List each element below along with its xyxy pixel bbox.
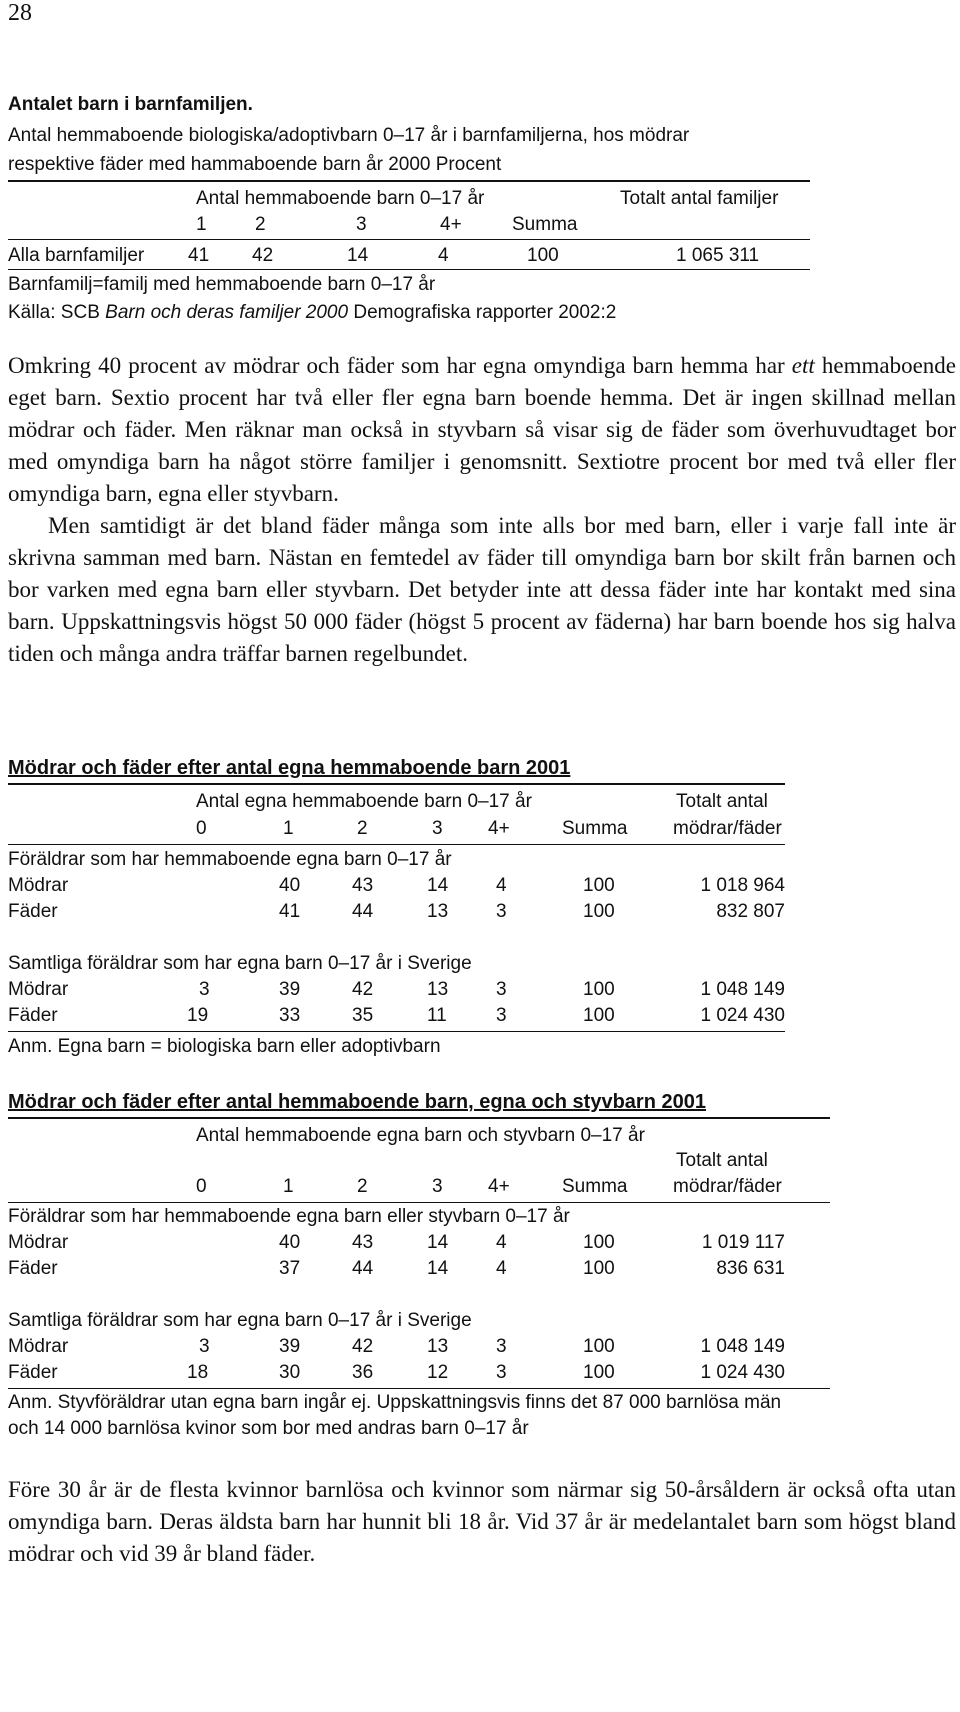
table2-cell: 43 xyxy=(352,875,374,896)
table1-bottom-rule xyxy=(8,269,810,270)
table2-cell: 11 xyxy=(427,1005,447,1026)
table2-cell: 33 xyxy=(279,1005,301,1026)
body-paragraph-2 xyxy=(8,1474,956,1570)
paragraph: Före 30 år är de flesta kvinnor barnlösa och kvinnor som närmar sig 50-årsåldern är också ofta utan omyndiga barn. Deras äldsta barn har hunnit bli 18 år. Vid 37 år är medelantalet barn som högst bland mödrar och vid 39 år bland fäder. xyxy=(8,1477,956,1566)
table3-cell: 3 xyxy=(496,1336,507,1357)
table3-bottom-rule xyxy=(8,1388,830,1389)
table1-caption-line2: respektive fäder med hammaboende barn år 2000 Procent xyxy=(8,154,502,175)
table2-row-label: Fäder xyxy=(8,901,58,922)
table3-cell: 100 xyxy=(583,1232,615,1253)
table2-cell: 100 xyxy=(583,901,615,922)
table2-cell: 35 xyxy=(352,1005,374,1026)
table1-cell: 4 xyxy=(438,245,449,266)
table3-cell: 36 xyxy=(352,1362,374,1383)
table1-top-rule xyxy=(8,180,810,182)
table2-cell: 100 xyxy=(583,979,615,1000)
table1-cell: 42 xyxy=(252,245,274,266)
table1-header-rule xyxy=(8,239,810,240)
table2-total-header: Totalt antal xyxy=(676,791,768,812)
paragraph xyxy=(8,350,956,510)
table3-total-cell: 1 024 430 xyxy=(700,1362,785,1383)
table1-caption-line1: Antal hemmaboende biologiska/adoptivbarn 0–17 år i barnfamiljerna, hos mödrar xyxy=(8,125,690,146)
table3-row-label: Fäder xyxy=(8,1258,58,1279)
table1-col-header: 2 xyxy=(255,214,266,235)
table3-section-label: Samtliga föräldrar som har egna barn 0–17 år i Sverige xyxy=(8,1310,472,1331)
table1-note: Barnfamilj=familj med hemmaboende barn 0–17 år xyxy=(8,274,436,295)
table3-cell: 18 xyxy=(187,1362,209,1383)
table3-cell: 44 xyxy=(352,1258,374,1279)
table3-cell: 30 xyxy=(279,1362,301,1383)
section-heading: Antalet barn i barnfamiljen. xyxy=(8,94,253,115)
table3-cell: 37 xyxy=(279,1258,301,1279)
table3-row-label: Mödrar xyxy=(8,1232,69,1253)
table2-col-header: 0 xyxy=(196,818,207,839)
table1-col-header: Summa xyxy=(512,214,578,235)
table2-total-cell: 1 048 149 xyxy=(700,979,785,1000)
table1-cell: 100 xyxy=(527,245,559,266)
table3-section-label: Föräldrar som har hemmaboende egna barn eller styvbarn 0–17 år xyxy=(8,1206,570,1227)
table1-col-header: 4+ xyxy=(440,214,462,235)
table3-note-line1: Anm. Styvföräldrar utan egna barn ingår ej. Uppskattningsvis finns det 87 000 barnlösa män xyxy=(8,1392,782,1413)
table3-cell: 40 xyxy=(279,1232,301,1253)
table2-col-header: 2 xyxy=(357,818,368,839)
table2-cell: 3 xyxy=(496,901,507,922)
table2-cell: 39 xyxy=(279,979,301,1000)
table3-row-label: Fäder xyxy=(8,1362,58,1383)
table2-cell: 44 xyxy=(352,901,374,922)
table2-total-cell: 1 018 964 xyxy=(700,875,785,896)
table2-title: Mödrar och fäder efter antal egna hemmaboende barn 2001 xyxy=(8,757,571,779)
table3-cell: 12 xyxy=(427,1362,449,1383)
table1-cell: 41 xyxy=(188,245,210,266)
table2-note: Anm. Egna barn = biologiska barn eller adoptivbarn xyxy=(8,1036,441,1057)
table2-cell: 3 xyxy=(496,1005,507,1026)
table3-total-cell: 1 048 149 xyxy=(700,1336,785,1357)
table3-cell: 39 xyxy=(279,1336,301,1357)
source-suffix: Demografiska rapporter 2002:2 xyxy=(348,302,617,323)
table1-row-label: Alla barnfamiljer xyxy=(8,245,145,266)
table1-col-header: 1 xyxy=(196,214,207,235)
page-number: 28 xyxy=(8,0,32,26)
table3-col-header: 4+ xyxy=(488,1176,510,1197)
source-title: Barn och deras familjer 2000 xyxy=(105,302,349,323)
table3-cell: 100 xyxy=(583,1336,615,1357)
table3-cell: 14 xyxy=(427,1258,449,1279)
table1-source xyxy=(8,301,616,325)
table2-cell: 42 xyxy=(352,979,374,1000)
table2-row-label: Mödrar xyxy=(8,979,69,1000)
table3-cell: 14 xyxy=(427,1232,449,1253)
text-run: hemmaboende eget barn. Sextio procent har två eller fler egna barn boende hemma. Det är ingen skillnad mellan mödrar och fäder. Men räknar man också in styvbarn så visar sig de fäder som överhuvudtaget bor med omyndiga barn ha något större familjer i genomsnitt. Sextiotre procent bor med två eller fler omyndiga barn, egna eller styvbarn. xyxy=(8,353,956,506)
text-run-italic: ett xyxy=(791,353,815,378)
table3-header-rule xyxy=(8,1202,830,1203)
table3-total-header: Totalt antal xyxy=(676,1150,768,1171)
table2-cell: 100 xyxy=(583,875,615,896)
table3-cell: 3 xyxy=(199,1336,210,1357)
table2-section-label: Föräldrar som har hemmaboende egna barn 0–17 år xyxy=(8,849,452,870)
table1-col-header: 3 xyxy=(356,214,367,235)
table2-total-header: mödrar/fäder xyxy=(673,818,782,839)
table2-cell: 100 xyxy=(583,1005,615,1026)
table1-cell: 14 xyxy=(347,245,369,266)
table2-cell: 3 xyxy=(199,979,210,1000)
table2-bottom-rule xyxy=(8,1031,785,1032)
table3-cell: 3 xyxy=(496,1362,507,1383)
table3-col-header: 3 xyxy=(432,1176,443,1197)
table2-cell: 13 xyxy=(427,901,449,922)
table2-group-header: Antal egna hemmaboende barn 0–17 år xyxy=(196,791,532,812)
table3-note-line2: och 14 000 barnlösa kvinor som bor med andras barn 0–17 år xyxy=(8,1418,529,1439)
table2-total-cell: 1 024 430 xyxy=(700,1005,785,1026)
table2-row-label: Mödrar xyxy=(8,875,69,896)
paragraph: Men samtidigt är det bland fäder många som inte alls bor med barn, eller i varje fall inte är skrivna samman med barn. Nästan en femtedel av fäder till omyndiga barn bor skilt från barnen och bor varken med egna barn eller styvbarn. Det betyder inte att dessa fäder inte har kontakt med sina barn. Uppskattningsvis högst 50 000 fäder (högst 5 procent av fäderna) har barn boende hos sig halva tiden och många andra träffar barnen regelbundet. xyxy=(8,513,956,666)
table3-title: Mödrar och fäder efter antal hemmaboende barn, egna och styvbarn 2001 xyxy=(8,1091,706,1113)
table2-col-header: 1 xyxy=(283,818,294,839)
table3-total-header: mödrar/fäder xyxy=(673,1176,782,1197)
source-prefix: Källa: SCB xyxy=(8,302,106,323)
table1-total-header: Totalt antal familjer xyxy=(620,188,779,209)
table2-cell: 4 xyxy=(496,875,507,896)
table2-col-header: 3 xyxy=(432,818,443,839)
table1-group-header: Antal hemmaboende barn 0–17 år xyxy=(196,188,485,209)
table3-col-header: Summa xyxy=(562,1176,628,1197)
table3-cell: 4 xyxy=(496,1232,507,1253)
table2-top-rule xyxy=(8,783,785,785)
table3-cell: 13 xyxy=(427,1336,449,1357)
table3-cell: 4 xyxy=(496,1258,507,1279)
table1-total-cell: 1 065 311 xyxy=(676,245,760,266)
table2-total-cell: 832 807 xyxy=(716,901,785,922)
table3-cell: 100 xyxy=(583,1258,615,1279)
table2-cell: 3 xyxy=(496,979,507,1000)
table3-col-header: 2 xyxy=(357,1176,368,1197)
table2-header-rule xyxy=(8,844,785,845)
table3-cell: 42 xyxy=(352,1336,374,1357)
table2-cell: 41 xyxy=(279,901,301,922)
table3-cell: 43 xyxy=(352,1232,374,1253)
table3-cell: 100 xyxy=(583,1362,615,1383)
body-paragraph-1 xyxy=(8,350,956,670)
table3-total-cell: 836 631 xyxy=(716,1258,785,1279)
table2-col-header: 4+ xyxy=(488,818,510,839)
table2-row-label: Fäder xyxy=(8,1005,58,1026)
table2-cell: 40 xyxy=(279,875,301,896)
table3-row-label: Mödrar xyxy=(8,1336,69,1357)
table3-col-header: 1 xyxy=(283,1176,294,1197)
table3-top-rule xyxy=(8,1117,830,1119)
table2-cell: 19 xyxy=(187,1005,209,1026)
table2-cell: 14 xyxy=(427,875,449,896)
table2-col-header: Summa xyxy=(562,818,628,839)
table2-section-label: Samtliga föräldrar som har egna barn 0–17 år i Sverige xyxy=(8,953,472,974)
table3-col-header: 0 xyxy=(196,1176,207,1197)
table3-group-header: Antal hemmaboende egna barn och styvbarn 0–17 år xyxy=(196,1125,645,1146)
table2-cell: 13 xyxy=(427,979,449,1000)
text-run: Omkring 40 procent av mödrar och fäder som har egna omyndiga barn hemma har xyxy=(8,353,792,378)
table3-total-cell: 1 019 117 xyxy=(701,1232,785,1253)
